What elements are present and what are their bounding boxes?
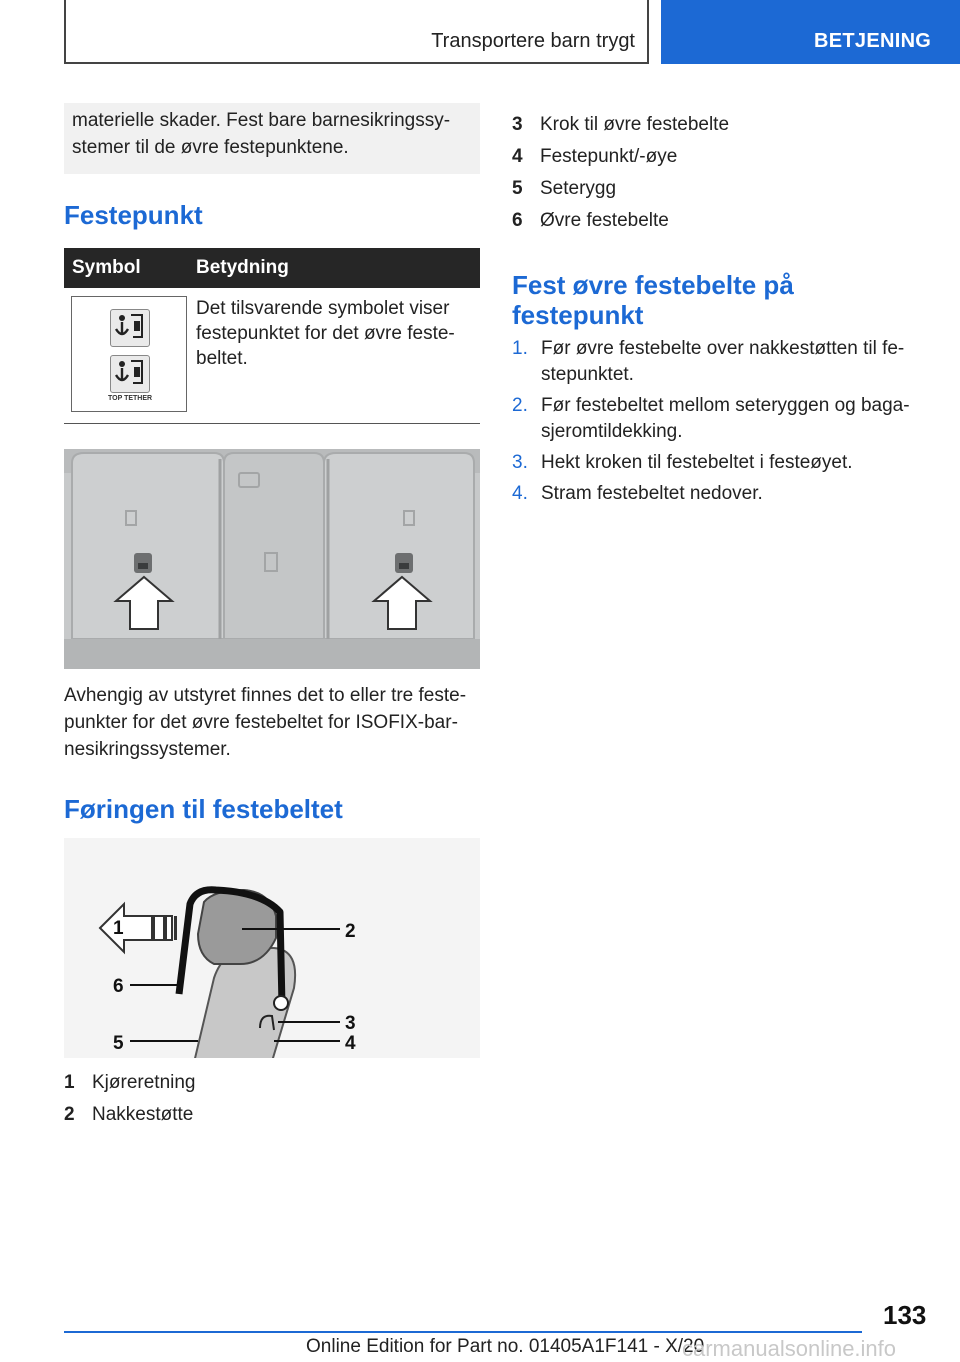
legend-text: Øvre festebelte xyxy=(540,210,669,231)
footer-divider xyxy=(64,1331,862,1333)
table-divider xyxy=(64,423,480,424)
step-text: Før øvre festebelte over nakkestøtten til festepunktet. xyxy=(541,338,905,385)
header-title: Transportere barn trygt xyxy=(431,30,635,52)
page-number: 133 xyxy=(883,1300,927,1330)
header-title-box xyxy=(64,0,649,64)
legend-text: Festepunkt/-øye xyxy=(540,146,678,167)
legend-num: 6 xyxy=(512,210,523,231)
legend-text: Kjøreretning xyxy=(92,1072,196,1093)
heading-foringen: Føringen til festebeltet xyxy=(64,794,343,824)
heading-festepunkt: Festepunkt xyxy=(64,200,203,230)
step-item xyxy=(512,393,922,445)
watermark: carmanualsonline.info xyxy=(682,1336,897,1361)
diagram-label-1: 1 xyxy=(113,918,124,939)
isofix-paragraph: Avhengig av utstyret finnes det to eller tre festepunkter for det øvre festebeltet for ISOFIX-barnesikringssystemer. xyxy=(64,685,467,760)
child-seat-anchor-icon xyxy=(110,309,150,347)
seatback-photo xyxy=(64,449,480,669)
steps-list xyxy=(512,336,922,512)
step-number: 1. xyxy=(512,338,528,359)
table-col-meaning: Betydning xyxy=(196,257,289,278)
heading-fest-ovre-festebelte xyxy=(512,270,794,330)
step-item xyxy=(512,481,922,507)
step-number: 2. xyxy=(512,395,528,416)
legend-num: 2 xyxy=(64,1104,75,1125)
tether-routing-diagram xyxy=(64,838,480,1058)
step-number: 3. xyxy=(512,452,528,473)
step-item xyxy=(512,336,922,388)
legend-num: 5 xyxy=(512,178,523,199)
diagram-label-3: 3 xyxy=(345,1013,356,1034)
step-text: Før festebeltet mellom seteryggen og bagasjeromtildekking. xyxy=(541,395,910,442)
heading-line-2: festepunkt xyxy=(512,300,644,330)
diagram-label-4: 4 xyxy=(345,1033,356,1054)
footer-edition: Online Edition for Part no. 01405A1F141 - X/20 xyxy=(306,1336,705,1357)
legend-num: 3 xyxy=(512,114,523,135)
header-section-label[interactable]: BETJENING xyxy=(814,30,932,52)
note-box: materielle skader. Fest bare barnesikringssystemer til de øvre festepunktene. xyxy=(64,103,480,174)
table-col-symbol: Symbol xyxy=(72,257,141,278)
child-seat-anchor-top-tether-icon xyxy=(110,355,150,393)
step-item xyxy=(512,450,922,476)
step-text: Stram festebeltet nedover. xyxy=(541,483,763,504)
table-row-description: Det tilsvarende symbolet viser festepunktet for det øvre festebeltet. xyxy=(196,298,455,369)
table-symbol-cell xyxy=(71,296,187,412)
step-text: Hekt kroken til festebeltet i festeøyet. xyxy=(541,452,853,473)
diagram-label-5: 5 xyxy=(113,1033,124,1054)
legend-text: Krok til øvre festebelte xyxy=(540,114,730,135)
legend-num: 4 xyxy=(512,146,523,167)
legend-text: Nakkestøtte xyxy=(92,1104,194,1125)
heading-line-1: Fest øvre festebelte på xyxy=(512,270,794,300)
legend-num: 1 xyxy=(64,1072,75,1093)
step-number: 4. xyxy=(512,483,528,504)
diagram-label-2: 2 xyxy=(345,921,356,942)
table-header xyxy=(64,248,480,288)
legend-text: Seterygg xyxy=(540,178,617,199)
diagram-label-6: 6 xyxy=(113,976,124,997)
symbol-caption: TOP TETHER xyxy=(108,395,153,402)
